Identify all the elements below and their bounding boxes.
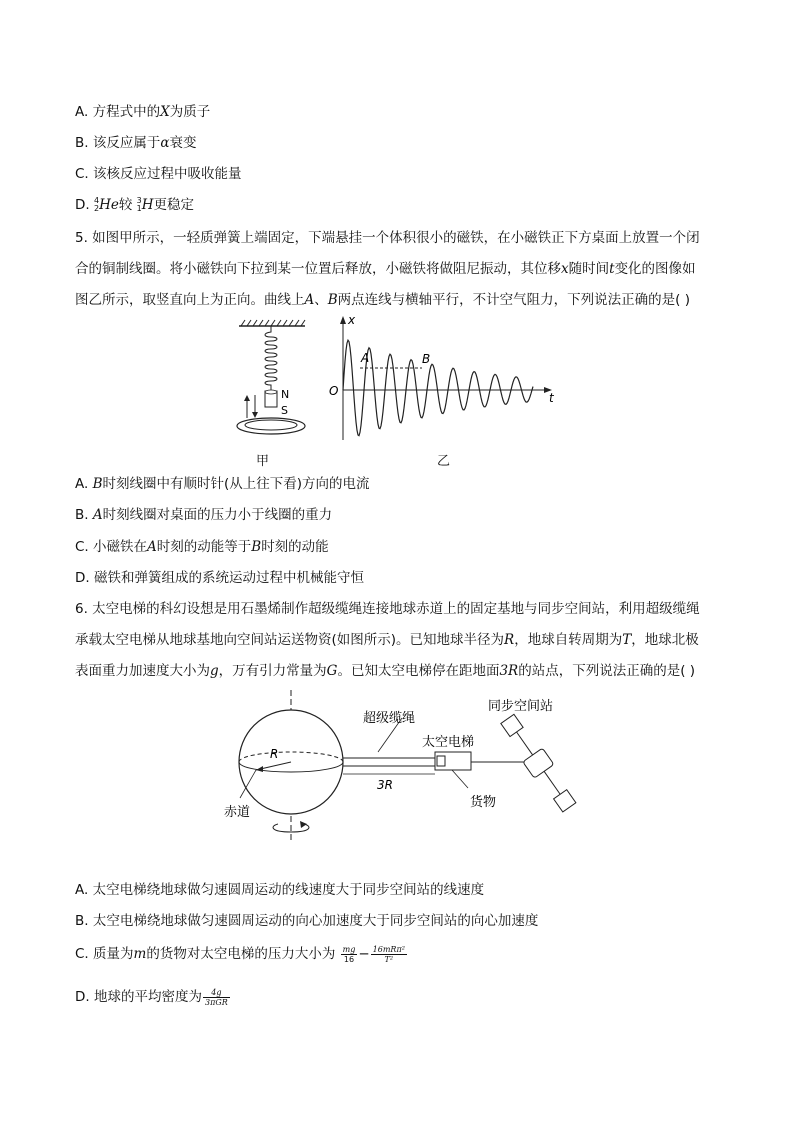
arrow-down-head [252, 412, 258, 418]
axis-t-label: t [549, 391, 554, 405]
q5-option-b-var: A [92, 507, 103, 523]
q5-line3-a: 图乙所示，取竖直向上为正向。曲线上 [75, 292, 305, 308]
cable-label: 超级缆绳 [363, 711, 416, 726]
q6-figure-space-elevator [224, 690, 590, 850]
q6-line3-a: 表面重力加速度大小为 [75, 663, 210, 679]
h-z: 1 [136, 204, 142, 213]
cargo-box [437, 756, 445, 766]
origin-label: O [329, 384, 339, 398]
q4-option-a-var: X [160, 104, 170, 120]
cargo-pointer [452, 770, 468, 788]
q4-option-c: C. 该核反应过程中吸收能量 [75, 166, 242, 182]
equator-label: 赤道 [224, 805, 251, 820]
q6-option-a: A. 太空电梯绕地球做匀速圆周运动的线速度大于同步空间站的线速度 [75, 882, 485, 898]
q6-option-c-var: m [133, 946, 147, 962]
station-label: 同步空间站 [488, 699, 554, 714]
q6-line2-b: ，地球自转周期为 [514, 632, 623, 648]
q5-option-c [75, 537, 329, 557]
q6-stem-line1: 6. 太空电梯的科幻设想是用石墨烯制作超级缆绳连接地球赤道上的固定基地与同步空间站，利用超级缆绳 [75, 601, 700, 617]
q4-option-a [75, 102, 210, 122]
q6-stem-line3 [75, 661, 695, 681]
q5-line3-b: 、 [314, 292, 328, 308]
q6-stem-line2 [75, 630, 699, 650]
magnet-S-label: S [281, 404, 288, 417]
frac2-num: 16mRπ² [372, 944, 405, 954]
q5-stem-line2 [75, 259, 696, 279]
point-B-label: B [422, 352, 431, 366]
q6-option-c-frac2 [371, 945, 407, 964]
q6-line3-b: ，万有引力常量为 [218, 663, 327, 679]
figure-label-yi: 乙 [437, 454, 451, 469]
q4-option-b-prefix: B. 该反应属于 [75, 135, 161, 151]
q4-option-a-prefix: A. 方程式中的 [75, 104, 161, 120]
q5-figure-yi [325, 310, 565, 450]
q5-option-b-prefix: B. [75, 507, 93, 523]
cargo-label: 货物 [470, 795, 497, 810]
rotation-arrow-head [300, 821, 307, 828]
h-symbol: H [141, 197, 154, 213]
q4-option-a-suffix: 为质子 [169, 104, 211, 120]
damped-oscillation-curve [343, 340, 533, 436]
q6-option-d-frac [203, 988, 230, 1007]
q6-line3-c: 。已知太空电梯停在距地面 [337, 663, 500, 679]
figure-label-jia: 甲 [256, 454, 270, 469]
q5-stem-line3 [75, 290, 690, 310]
q4-option-b-suffix: 衰变 [169, 135, 197, 151]
q6-option-c-prefix: C. 质量为 [75, 946, 134, 962]
q6-line2-c: ，地球北极 [631, 632, 699, 648]
he-z: 2 [93, 204, 100, 213]
spring [265, 326, 277, 390]
arrow-up-head [244, 395, 250, 401]
q5-line2-b: 随时间 [568, 261, 610, 277]
density-frac-num: 4g [203, 988, 230, 998]
q5-line3-A: A [304, 292, 315, 308]
frac1-den: 16 [343, 954, 355, 964]
h-mass: 3 [136, 196, 142, 205]
q5-line2-x: x [561, 261, 569, 277]
q5-option-a-text: 时刻线圈中有顺时针(从上往下看)方向的电流 [102, 476, 370, 492]
q5-line3-c: 两点连线与横轴平行，不计空气阻力，下列说法正确的是( ) [337, 292, 690, 308]
frac2-den: T² [384, 954, 394, 964]
q6-option-d-prefix: D. 地球的平均密度为 [75, 989, 202, 1005]
frac1-num: mg [342, 944, 356, 954]
radius-label: R [270, 747, 279, 761]
magnet-N-label: N [281, 388, 290, 401]
q4-option-d-mid: 较 [118, 197, 137, 213]
q6-option-b: B. 太空电梯绕地球做匀速圆周运动的向心加速度大于同步空间站的向心加速度 [75, 913, 539, 929]
q5-line2-t: t [609, 261, 615, 277]
elevator-label: 太空电梯 [422, 735, 475, 750]
x-axis-arrow [340, 316, 346, 324]
he-symbol: He [99, 197, 119, 213]
distance-label: 3R [377, 778, 393, 792]
q5-line2-a: 合的铜制线圈。将小磁铁向下拉到某一位置后释放，小磁铁将做阻尼振动，其位移 [75, 261, 561, 277]
q5-option-c-suffix: 时刻的动能 [261, 539, 329, 555]
q5-option-a-prefix: A. [75, 476, 93, 492]
q5-option-c-prefix: C. 小磁铁在 [75, 539, 148, 555]
q5-option-b-text: 时刻线圈对桌面的压力小于线圈的重力 [102, 507, 333, 523]
q5-option-b [75, 505, 332, 525]
space-station [498, 712, 580, 814]
q5-option-c-var1: A [147, 539, 157, 555]
q6-line2-R: R [504, 632, 515, 648]
q6-line3-d: 的站点，下列说法正确的是( ) [518, 663, 696, 679]
q6-option-c [75, 944, 408, 964]
minus-sign: − [358, 946, 370, 962]
q6-line3-g: g [210, 663, 219, 679]
q5-line2-c: 变化的图像如 [614, 261, 696, 277]
q4-option-d [75, 195, 194, 215]
magnet-top [265, 390, 277, 394]
q6-line2-a: 承载太空电梯从地球基地向空间站运送物资(如图所示)。已知地球半径为 [75, 632, 505, 648]
q5-line3-B: B [327, 292, 338, 308]
ceiling-hatch [241, 320, 305, 326]
q4-option-b [75, 133, 196, 153]
axis-x-label: x [348, 313, 356, 327]
q4-option-d-prefix: D. [75, 197, 94, 213]
q6-line2-T: T [622, 632, 632, 648]
q5-figure-jia [225, 318, 320, 458]
density-frac-den: 3πGR [204, 997, 228, 1007]
q6-option-c-frac1 [341, 945, 358, 964]
q6-option-d [75, 987, 231, 1007]
q5-stem-line1: 5. 如图甲所示，一轻质弹簧上端固定，下端悬挂一个体积很小的磁铁，在小磁铁正下方桌面上放置一个闭 [75, 230, 700, 246]
q4-option-d-suffix: 更稳定 [153, 197, 195, 213]
q6-line3-G: G [326, 663, 338, 679]
q5-option-c-mid: 时刻的动能等于 [156, 539, 252, 555]
point-A-label: A [361, 351, 370, 365]
q5-option-d: D. 磁铁和弹簧组成的系统运动过程中机械能守恒 [75, 570, 364, 586]
coil-inner [245, 420, 297, 430]
q5-option-c-var2: B [251, 539, 262, 555]
he-mass: 4 [93, 196, 100, 205]
q6-line3-3R: 3R [499, 663, 519, 679]
q5-option-a [75, 474, 370, 494]
q4-option-b-var: α [160, 135, 170, 151]
q5-option-a-var: B [92, 476, 103, 492]
q6-option-c-mid: 的货物对太空电梯的压力大小为 [146, 946, 336, 962]
